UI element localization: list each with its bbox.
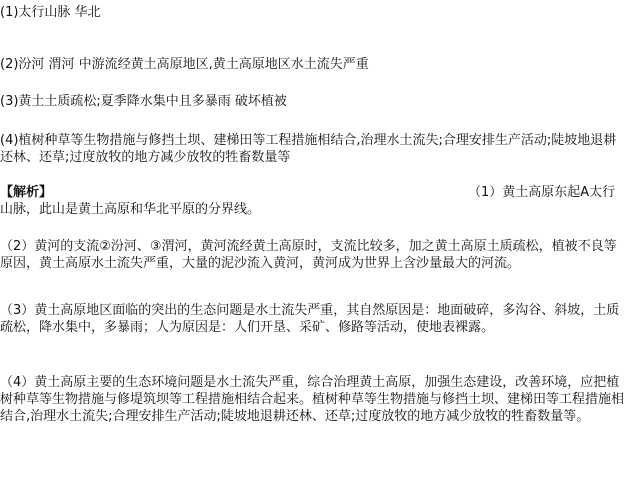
explanation-header — [0, 184, 626, 201]
explanation-2: （2）黄河的支流②汾河、③渭河，黄河流经黄土高原时，支流比较多，加之黄土高原土质疏松，植被不良等原因，黄土高原水土流失严重，大量的泥沙流入黄河，黄河成为世界上含沙量最大的河流。 — [0, 239, 617, 271]
answer-4: (4)植树种草等生物措施与修挡土坝、建梯田等工程措施相结合,治理水土流失;合理安排生产活动;陡坡地退耕还林、还草;过度放牧的地方减少放牧的牲畜数量等 — [0, 133, 617, 165]
answer-2: (2)汾河 渭河 中游流经黄土高原地区,黄土高原地区水土流失严重 — [0, 57, 369, 72]
answer-1: (1)太行山脉 华北 — [0, 5, 101, 20]
explanation-1-start: （1）黄土高原东起A太行 — [468, 185, 616, 200]
explanation-3: （3）黄土高原地区面临的突出的生态问题是水土流失严重，其自然原因是：地面破碎，多沟谷、斜坡，土质疏松，降水集中，多暴雨；人为原因是：人们开垦、采矿、修路等活动，使地表裸露。 — [0, 303, 620, 335]
explanation-1-rest: 山脉，此山是黄土高原和华北平原的分界线。 — [0, 202, 261, 217]
explanation-4: （4）黄土高原主要的生态环境问题是水土流失严重，综合治理黄土高原，加强生态建设，改善环境，应把植树种草等生物措施与修堤筑坝等工程措施相结合起来。植树种草等生物措施与修挡土坝、建梯田等工程措施相结合,治理水土流失;合理安排生产活动;陡坡地退耕还林、还草;过度放牧的地方减少放牧的牲畜数量等。 — [0, 375, 625, 424]
answer-3: (3)黄土土质疏松;夏季降水集中且多暴雨 破坏植被 — [0, 94, 287, 109]
explanation-tag: 【解析】 — [0, 185, 53, 200]
